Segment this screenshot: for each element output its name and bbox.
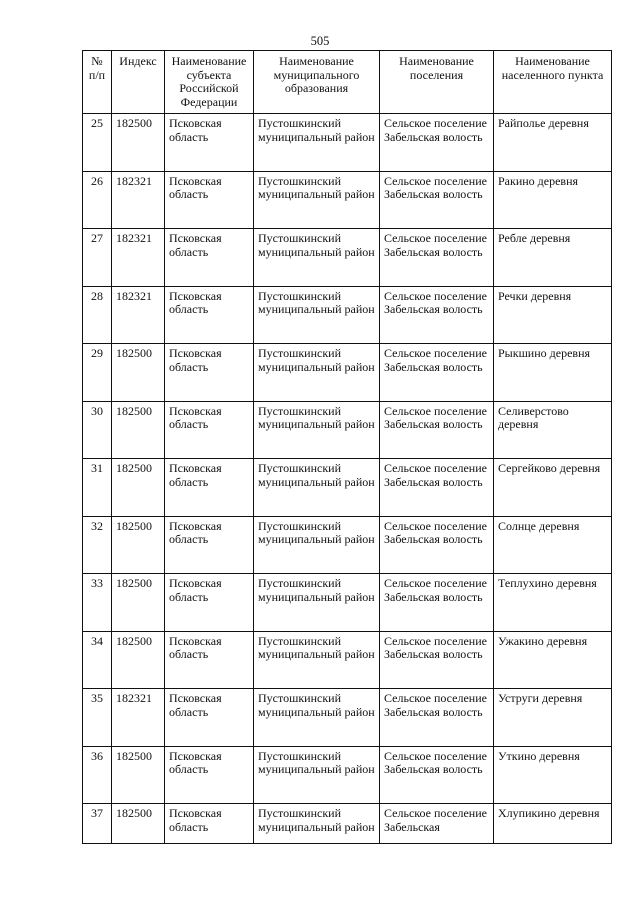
municipality-cell: Пустошкинский муниципальный район [254,114,380,172]
federal-subject-cell: Псковская область [165,689,254,747]
settlement-cell: Сельское поселение Забельская [380,804,494,844]
settlement-cell: Сельское поселение Забельская волость [380,286,494,344]
header-locality: Наименование населенного пункта [494,51,612,114]
postal-index-cell: 182321 [112,229,165,287]
postal-index-cell: 182321 [112,689,165,747]
federal-subject-cell: Псковская область [165,631,254,689]
municipality-cell: Пустошкинский муниципальный район [254,746,380,804]
postal-index-cell: 182500 [112,631,165,689]
municipality-cell: Пустошкинский муниципальный район [254,401,380,459]
federal-subject-cell: Псковская область [165,286,254,344]
postal-index-cell: 182500 [112,344,165,402]
row-number-cell: 25 [83,114,112,172]
locality-cell: Уткино деревня [494,746,612,804]
header-federal-subject: Наименование субъекта Российской Федерации [165,51,254,114]
settlement-cell: Сельское поселение Забельская волость [380,631,494,689]
row-number-cell: 34 [83,631,112,689]
postal-index-cell: 182321 [112,171,165,229]
federal-subject-cell: Псковская область [165,804,254,844]
postal-index-cell: 182500 [112,114,165,172]
locality-cell: Теплухино деревня [494,574,612,632]
settlement-cell: Сельское поселение Забельская волость [380,516,494,574]
municipality-cell: Пустошкинский муниципальный район [254,689,380,747]
row-number-cell: 30 [83,401,112,459]
row-number-cell: 31 [83,459,112,517]
settlement-cell: Сельское поселение Забельская волость [380,114,494,172]
municipality-cell: Пустошкинский муниципальный район [254,804,380,844]
page-number: 505 [310,34,330,48]
settlement-cell: Сельское поселение Забельская волость [380,229,494,287]
municipality-cell: Пустошкинский муниципальный район [254,459,380,517]
settlement-cell: Сельское поселение Забельская волость [380,171,494,229]
postal-index-cell: 182500 [112,516,165,574]
settlement-cell: Сельское поселение Забельская волость [380,459,494,517]
table-row [83,804,612,844]
locality-cell: Рыкшино деревня [494,344,612,402]
postal-index-cell: 182500 [112,574,165,632]
settlement-cell: Сельское поселение Забельская волость [380,574,494,632]
municipality-cell: Пустошкинский муниципальный район [254,631,380,689]
postal-index-cell: 182500 [112,459,165,517]
locality-cell: Ракино деревня [494,171,612,229]
table-row [83,689,612,747]
table-row [83,746,612,804]
postal-index-cell: 182500 [112,746,165,804]
table-row [83,459,612,517]
locality-cell: Хлупикино деревня [494,804,612,844]
federal-subject-cell: Псковская область [165,516,254,574]
municipality-cell: Пустошкинский муниципальный район [254,229,380,287]
table-row [83,171,612,229]
row-number-cell: 37 [83,804,112,844]
table-row [83,574,612,632]
municipality-cell: Пустошкинский муниципальный район [254,516,380,574]
postal-index-cell: 182500 [112,401,165,459]
postal-index-cell: 182500 [112,804,165,844]
settlement-cell: Сельское поселение Забельская волость [380,746,494,804]
header-row-number: № п/п [83,51,112,114]
federal-subject-cell: Псковская область [165,114,254,172]
locality-cell: Селиверстово деревня [494,401,612,459]
settlement-cell: Сельское поселение Забельская волость [380,689,494,747]
header-settlement: Наименование поселения [380,51,494,114]
row-number-cell: 26 [83,171,112,229]
row-number-cell: 29 [83,344,112,402]
municipality-cell: Пустошкинский муниципальный район [254,344,380,402]
table-body [83,114,612,844]
table-row [83,344,612,402]
federal-subject-cell: Псковская область [165,344,254,402]
row-number-cell: 28 [83,286,112,344]
table-row [83,401,612,459]
table-header-row [83,51,612,114]
federal-subject-cell: Псковская область [165,746,254,804]
locality-cell: Солнце деревня [494,516,612,574]
federal-subject-cell: Псковская область [165,229,254,287]
table-row [83,286,612,344]
header-municipality: Наименование муниципального образования [254,51,380,114]
locality-cell: Ужакино деревня [494,631,612,689]
locality-cell: Уструги деревня [494,689,612,747]
header-postal-index: Индекс [112,51,165,114]
municipality-cell: Пустошкинский муниципальный район [254,286,380,344]
federal-subject-cell: Псковская область [165,171,254,229]
locality-cell: Ребле деревня [494,229,612,287]
table-row [83,114,612,172]
federal-subject-cell: Псковская область [165,574,254,632]
table-row [83,229,612,287]
settlement-cell: Сельское поселение Забельская волость [380,344,494,402]
locality-cell: Сергейково деревня [494,459,612,517]
row-number-cell: 33 [83,574,112,632]
locality-cell: Речки деревня [494,286,612,344]
postal-index-cell: 182321 [112,286,165,344]
table-row [83,516,612,574]
locality-cell: Райполье деревня [494,114,612,172]
row-number-cell: 32 [83,516,112,574]
row-number-cell: 35 [83,689,112,747]
settlement-table [82,50,612,844]
settlement-cell: Сельское поселение Забельская волость [380,401,494,459]
row-number-cell: 36 [83,746,112,804]
table-row [83,631,612,689]
federal-subject-cell: Псковская область [165,459,254,517]
municipality-cell: Пустошкинский муниципальный район [254,574,380,632]
row-number-cell: 27 [83,229,112,287]
federal-subject-cell: Псковская область [165,401,254,459]
municipality-cell: Пустошкинский муниципальный район [254,171,380,229]
